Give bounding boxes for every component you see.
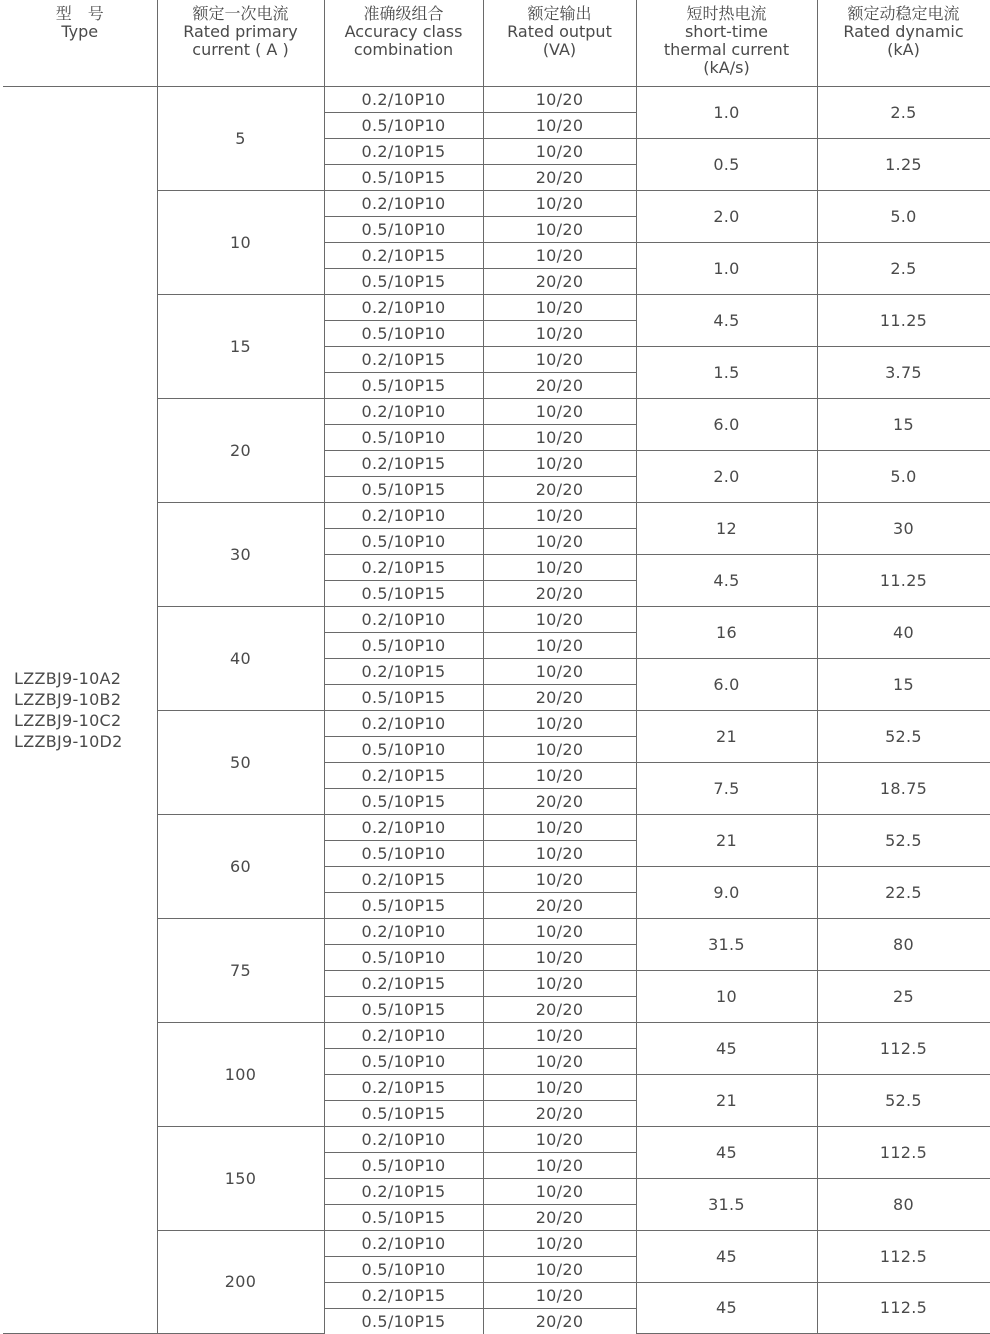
accuracy-class-cell: 0.2/10P15 — [324, 866, 483, 892]
accuracy-class-cell: 0.2/10P10 — [324, 606, 483, 632]
rated-current-cell: 30 — [157, 502, 324, 606]
dynamic-current-cell: 1.25 — [817, 138, 990, 190]
thermal-current-cell: 31.5 — [636, 1178, 817, 1230]
accuracy-class-cell: 0.2/10P10 — [324, 1126, 483, 1152]
accuracy-class-cell: 0.5/10P15 — [324, 580, 483, 606]
rated-output-cell: 10/20 — [483, 866, 636, 892]
header-accuracy-cn: 准确级组合 — [363, 4, 444, 23]
rated-output-cell: 10/20 — [483, 1152, 636, 1178]
accuracy-class-cell: 0.2/10P10 — [324, 294, 483, 320]
accuracy-class-cell: 0.5/10P15 — [324, 268, 483, 294]
accuracy-class-cell: 0.2/10P10 — [324, 1230, 483, 1256]
accuracy-class-cell: 0.5/10P15 — [324, 1308, 483, 1334]
thermal-current-cell: 6.0 — [636, 658, 817, 710]
type-model: LZZBJ9-10D2 — [14, 731, 123, 751]
rated-output-cell: 10/20 — [483, 112, 636, 138]
accuracy-class-cell: 0.5/10P15 — [324, 996, 483, 1022]
dynamic-current-cell: 2.5 — [817, 242, 990, 294]
header-current-en-2: current ( A ) — [192, 40, 289, 59]
dynamic-current-cell: 112.5 — [817, 1126, 990, 1178]
dynamic-current-cell: 2.5 — [817, 86, 990, 138]
accuracy-class-cell: 0.5/10P15 — [324, 684, 483, 710]
accuracy-class-cell: 0.5/10P10 — [324, 528, 483, 554]
rated-current-cell: 50 — [157, 710, 324, 814]
rated-output-cell: 20/20 — [483, 1204, 636, 1230]
rated-output-cell: 10/20 — [483, 814, 636, 840]
rated-output-cell: 10/20 — [483, 1074, 636, 1100]
header-output-cn: 额定输出 — [527, 4, 592, 23]
accuracy-class-cell: 0.5/10P15 — [324, 476, 483, 502]
dynamic-current-cell: 15 — [817, 398, 990, 450]
type-cell — [3, 86, 157, 1334]
rated-output-cell: 10/20 — [483, 398, 636, 424]
thermal-current-cell: 1.0 — [636, 86, 817, 138]
dynamic-current-cell: 15 — [817, 658, 990, 710]
rated-current-cell: 100 — [157, 1022, 324, 1126]
accuracy-class-cell: 0.5/10P10 — [324, 320, 483, 346]
rated-output-cell: 10/20 — [483, 450, 636, 476]
accuracy-class-cell: 0.2/10P15 — [324, 346, 483, 372]
thermal-current-cell: 7.5 — [636, 762, 817, 814]
dynamic-current-cell: 18.75 — [817, 762, 990, 814]
table-body — [3, 86, 990, 1334]
accuracy-class-cell: 0.2/10P15 — [324, 554, 483, 580]
thermal-current-cell: 21 — [636, 814, 817, 866]
accuracy-class-cell: 0.5/10P10 — [324, 216, 483, 242]
header-thermal-en-3: (kA/s) — [703, 58, 750, 77]
rated-output-cell: 10/20 — [483, 346, 636, 372]
dynamic-current-cell: 25 — [817, 970, 990, 1022]
rated-output-cell: 10/20 — [483, 190, 636, 216]
thermal-current-cell: 45 — [636, 1022, 817, 1074]
rated-current-cell: 60 — [157, 814, 324, 918]
rated-output-cell: 10/20 — [483, 1256, 636, 1282]
rated-current-cell: 15 — [157, 294, 324, 398]
accuracy-class-cell: 0.2/10P15 — [324, 450, 483, 476]
rated-output-cell: 20/20 — [483, 684, 636, 710]
accuracy-class-cell: 0.2/10P10 — [324, 190, 483, 216]
thermal-current-cell: 2.0 — [636, 190, 817, 242]
thermal-current-cell: 0.5 — [636, 138, 817, 190]
dynamic-current-cell: 52.5 — [817, 1074, 990, 1126]
dynamic-current-cell: 5.0 — [817, 190, 990, 242]
header-dynamic-en-2: (kA) — [887, 40, 920, 59]
header-row — [3, 0, 990, 86]
accuracy-class-cell: 0.2/10P15 — [324, 1074, 483, 1100]
rated-output-cell: 10/20 — [483, 1048, 636, 1074]
accuracy-class-cell: 0.2/10P10 — [324, 710, 483, 736]
thermal-current-cell: 45 — [636, 1126, 817, 1178]
header-output-en-2: (VA) — [542, 40, 577, 59]
table-row — [3, 86, 990, 112]
dynamic-current-cell: 52.5 — [817, 710, 990, 762]
thermal-current-cell: 21 — [636, 710, 817, 762]
rated-output-cell: 10/20 — [483, 944, 636, 970]
rated-output-cell: 10/20 — [483, 424, 636, 450]
accuracy-class-cell: 0.5/10P15 — [324, 1100, 483, 1126]
header-dynamic-current — [817, 0, 990, 86]
rated-output-cell: 10/20 — [483, 138, 636, 164]
dynamic-current-cell: 112.5 — [817, 1282, 990, 1334]
accuracy-class-cell: 0.2/10P10 — [324, 398, 483, 424]
rated-output-cell: 10/20 — [483, 1178, 636, 1204]
rated-output-cell: 20/20 — [483, 996, 636, 1022]
rated-current-cell: 40 — [157, 606, 324, 710]
rated-output-cell: 10/20 — [483, 606, 636, 632]
thermal-current-cell: 21 — [636, 1074, 817, 1126]
accuracy-class-cell: 0.5/10P15 — [324, 164, 483, 190]
header-accuracy-class — [324, 0, 483, 86]
thermal-current-cell: 10 — [636, 970, 817, 1022]
rated-output-cell: 20/20 — [483, 580, 636, 606]
spec-sheet — [3, 0, 990, 1334]
thermal-current-cell: 12 — [636, 502, 817, 554]
dynamic-current-cell: 80 — [817, 918, 990, 970]
accuracy-class-cell: 0.5/10P10 — [324, 736, 483, 762]
rated-output-cell: 10/20 — [483, 1126, 636, 1152]
thermal-current-cell: 45 — [636, 1230, 817, 1282]
rated-output-cell: 10/20 — [483, 216, 636, 242]
rated-current-cell: 10 — [157, 190, 324, 294]
header-rated-output — [483, 0, 636, 86]
dynamic-current-cell: 5.0 — [817, 450, 990, 502]
header-accuracy-en-2: combination — [353, 40, 454, 59]
header-type-en: Type — [61, 22, 99, 41]
accuracy-class-cell: 0.5/10P10 — [324, 1256, 483, 1282]
header-thermal-cn: 短时热电流 — [686, 4, 767, 23]
rated-output-cell: 20/20 — [483, 268, 636, 294]
dynamic-current-cell: 112.5 — [817, 1022, 990, 1074]
accuracy-class-cell: 0.5/10P10 — [324, 1152, 483, 1178]
thermal-current-cell: 1.5 — [636, 346, 817, 398]
accuracy-class-cell: 0.5/10P15 — [324, 788, 483, 814]
accuracy-class-cell: 0.2/10P10 — [324, 502, 483, 528]
rated-output-cell: 20/20 — [483, 1100, 636, 1126]
header-thermal-en-1: short-time — [684, 22, 769, 41]
header-dynamic-en-1: Rated dynamic — [843, 22, 964, 41]
header-dynamic-cn: 额定动稳定电流 — [847, 4, 960, 23]
rated-current-cell: 200 — [157, 1230, 324, 1334]
header-current-en-1: Rated primary — [183, 22, 298, 41]
thermal-current-cell: 4.5 — [636, 294, 817, 346]
type-model: LZZBJ9-10C2 — [14, 710, 122, 730]
accuracy-class-cell: 0.2/10P15 — [324, 658, 483, 684]
rated-output-cell: 20/20 — [483, 1308, 636, 1334]
accuracy-class-cell: 0.2/10P15 — [324, 970, 483, 996]
rated-output-cell: 10/20 — [483, 918, 636, 944]
thermal-current-cell: 4.5 — [636, 554, 817, 606]
rated-output-cell: 10/20 — [483, 1230, 636, 1256]
thermal-current-cell: 2.0 — [636, 450, 817, 502]
header-type-cn: 型 号 — [55, 4, 104, 23]
thermal-current-cell: 16 — [636, 606, 817, 658]
rated-current-cell: 20 — [157, 398, 324, 502]
rated-output-cell: 10/20 — [483, 242, 636, 268]
header-thermal-current — [636, 0, 817, 86]
rated-output-cell: 10/20 — [483, 762, 636, 788]
rated-output-cell: 10/20 — [483, 710, 636, 736]
accuracy-class-cell: 0.2/10P10 — [324, 918, 483, 944]
rated-current-cell: 75 — [157, 918, 324, 1022]
dynamic-current-cell: 80 — [817, 1178, 990, 1230]
type-model: LZZBJ9-10A2 — [14, 668, 122, 688]
type-model: LZZBJ9-10B2 — [14, 689, 122, 709]
rated-output-cell: 20/20 — [483, 476, 636, 502]
rated-output-cell: 20/20 — [483, 164, 636, 190]
thermal-current-cell: 6.0 — [636, 398, 817, 450]
accuracy-class-cell: 0.5/10P10 — [324, 112, 483, 138]
accuracy-class-cell: 0.5/10P10 — [324, 424, 483, 450]
header-current-cn: 额定一次电流 — [192, 4, 289, 23]
rated-current-cell: 150 — [157, 1126, 324, 1230]
rated-output-cell: 10/20 — [483, 632, 636, 658]
accuracy-class-cell: 0.2/10P15 — [324, 1282, 483, 1308]
accuracy-class-cell: 0.5/10P15 — [324, 372, 483, 398]
thermal-current-cell: 45 — [636, 1282, 817, 1334]
accuracy-class-cell: 0.2/10P15 — [324, 242, 483, 268]
rated-output-cell: 10/20 — [483, 1282, 636, 1308]
dynamic-current-cell: 3.75 — [817, 346, 990, 398]
dynamic-current-cell: 22.5 — [817, 866, 990, 918]
rated-output-cell: 20/20 — [483, 892, 636, 918]
rated-output-cell: 10/20 — [483, 1022, 636, 1048]
rated-output-cell: 10/20 — [483, 970, 636, 996]
rated-output-cell: 10/20 — [483, 502, 636, 528]
dynamic-current-cell: 11.25 — [817, 554, 990, 606]
rated-output-cell: 10/20 — [483, 86, 636, 112]
thermal-current-cell: 9.0 — [636, 866, 817, 918]
header-type — [3, 0, 157, 86]
accuracy-class-cell: 0.2/10P15 — [324, 138, 483, 164]
accuracy-class-cell: 0.2/10P15 — [324, 1178, 483, 1204]
accuracy-class-cell: 0.2/10P10 — [324, 1022, 483, 1048]
dynamic-current-cell: 112.5 — [817, 1230, 990, 1282]
accuracy-class-cell: 0.5/10P10 — [324, 1048, 483, 1074]
header-rated-primary-current — [157, 0, 324, 86]
accuracy-class-cell: 0.2/10P15 — [324, 762, 483, 788]
dynamic-current-cell: 11.25 — [817, 294, 990, 346]
rated-output-cell: 10/20 — [483, 528, 636, 554]
spec-table — [3, 0, 990, 1334]
rated-output-cell: 10/20 — [483, 736, 636, 762]
rated-output-cell: 10/20 — [483, 658, 636, 684]
thermal-current-cell: 1.0 — [636, 242, 817, 294]
rated-output-cell: 10/20 — [483, 554, 636, 580]
rated-output-cell: 10/20 — [483, 320, 636, 346]
accuracy-class-cell: 0.2/10P10 — [324, 86, 483, 112]
accuracy-class-cell: 0.5/10P15 — [324, 892, 483, 918]
rated-output-cell: 20/20 — [483, 788, 636, 814]
header-accuracy-en-1: Accuracy class — [344, 22, 463, 41]
accuracy-class-cell: 0.5/10P10 — [324, 840, 483, 866]
rated-output-cell: 20/20 — [483, 372, 636, 398]
header-output-en-1: Rated output — [507, 22, 612, 41]
rated-output-cell: 10/20 — [483, 840, 636, 866]
accuracy-class-cell: 0.5/10P15 — [324, 1204, 483, 1230]
header-thermal-en-2: thermal current — [663, 40, 790, 59]
dynamic-current-cell: 40 — [817, 606, 990, 658]
accuracy-class-cell: 0.2/10P10 — [324, 814, 483, 840]
accuracy-class-cell: 0.5/10P10 — [324, 632, 483, 658]
dynamic-current-cell: 52.5 — [817, 814, 990, 866]
accuracy-class-cell: 0.5/10P10 — [324, 944, 483, 970]
dynamic-current-cell: 30 — [817, 502, 990, 554]
rated-output-cell: 10/20 — [483, 294, 636, 320]
rated-current-cell: 5 — [157, 86, 324, 190]
thermal-current-cell: 31.5 — [636, 918, 817, 970]
